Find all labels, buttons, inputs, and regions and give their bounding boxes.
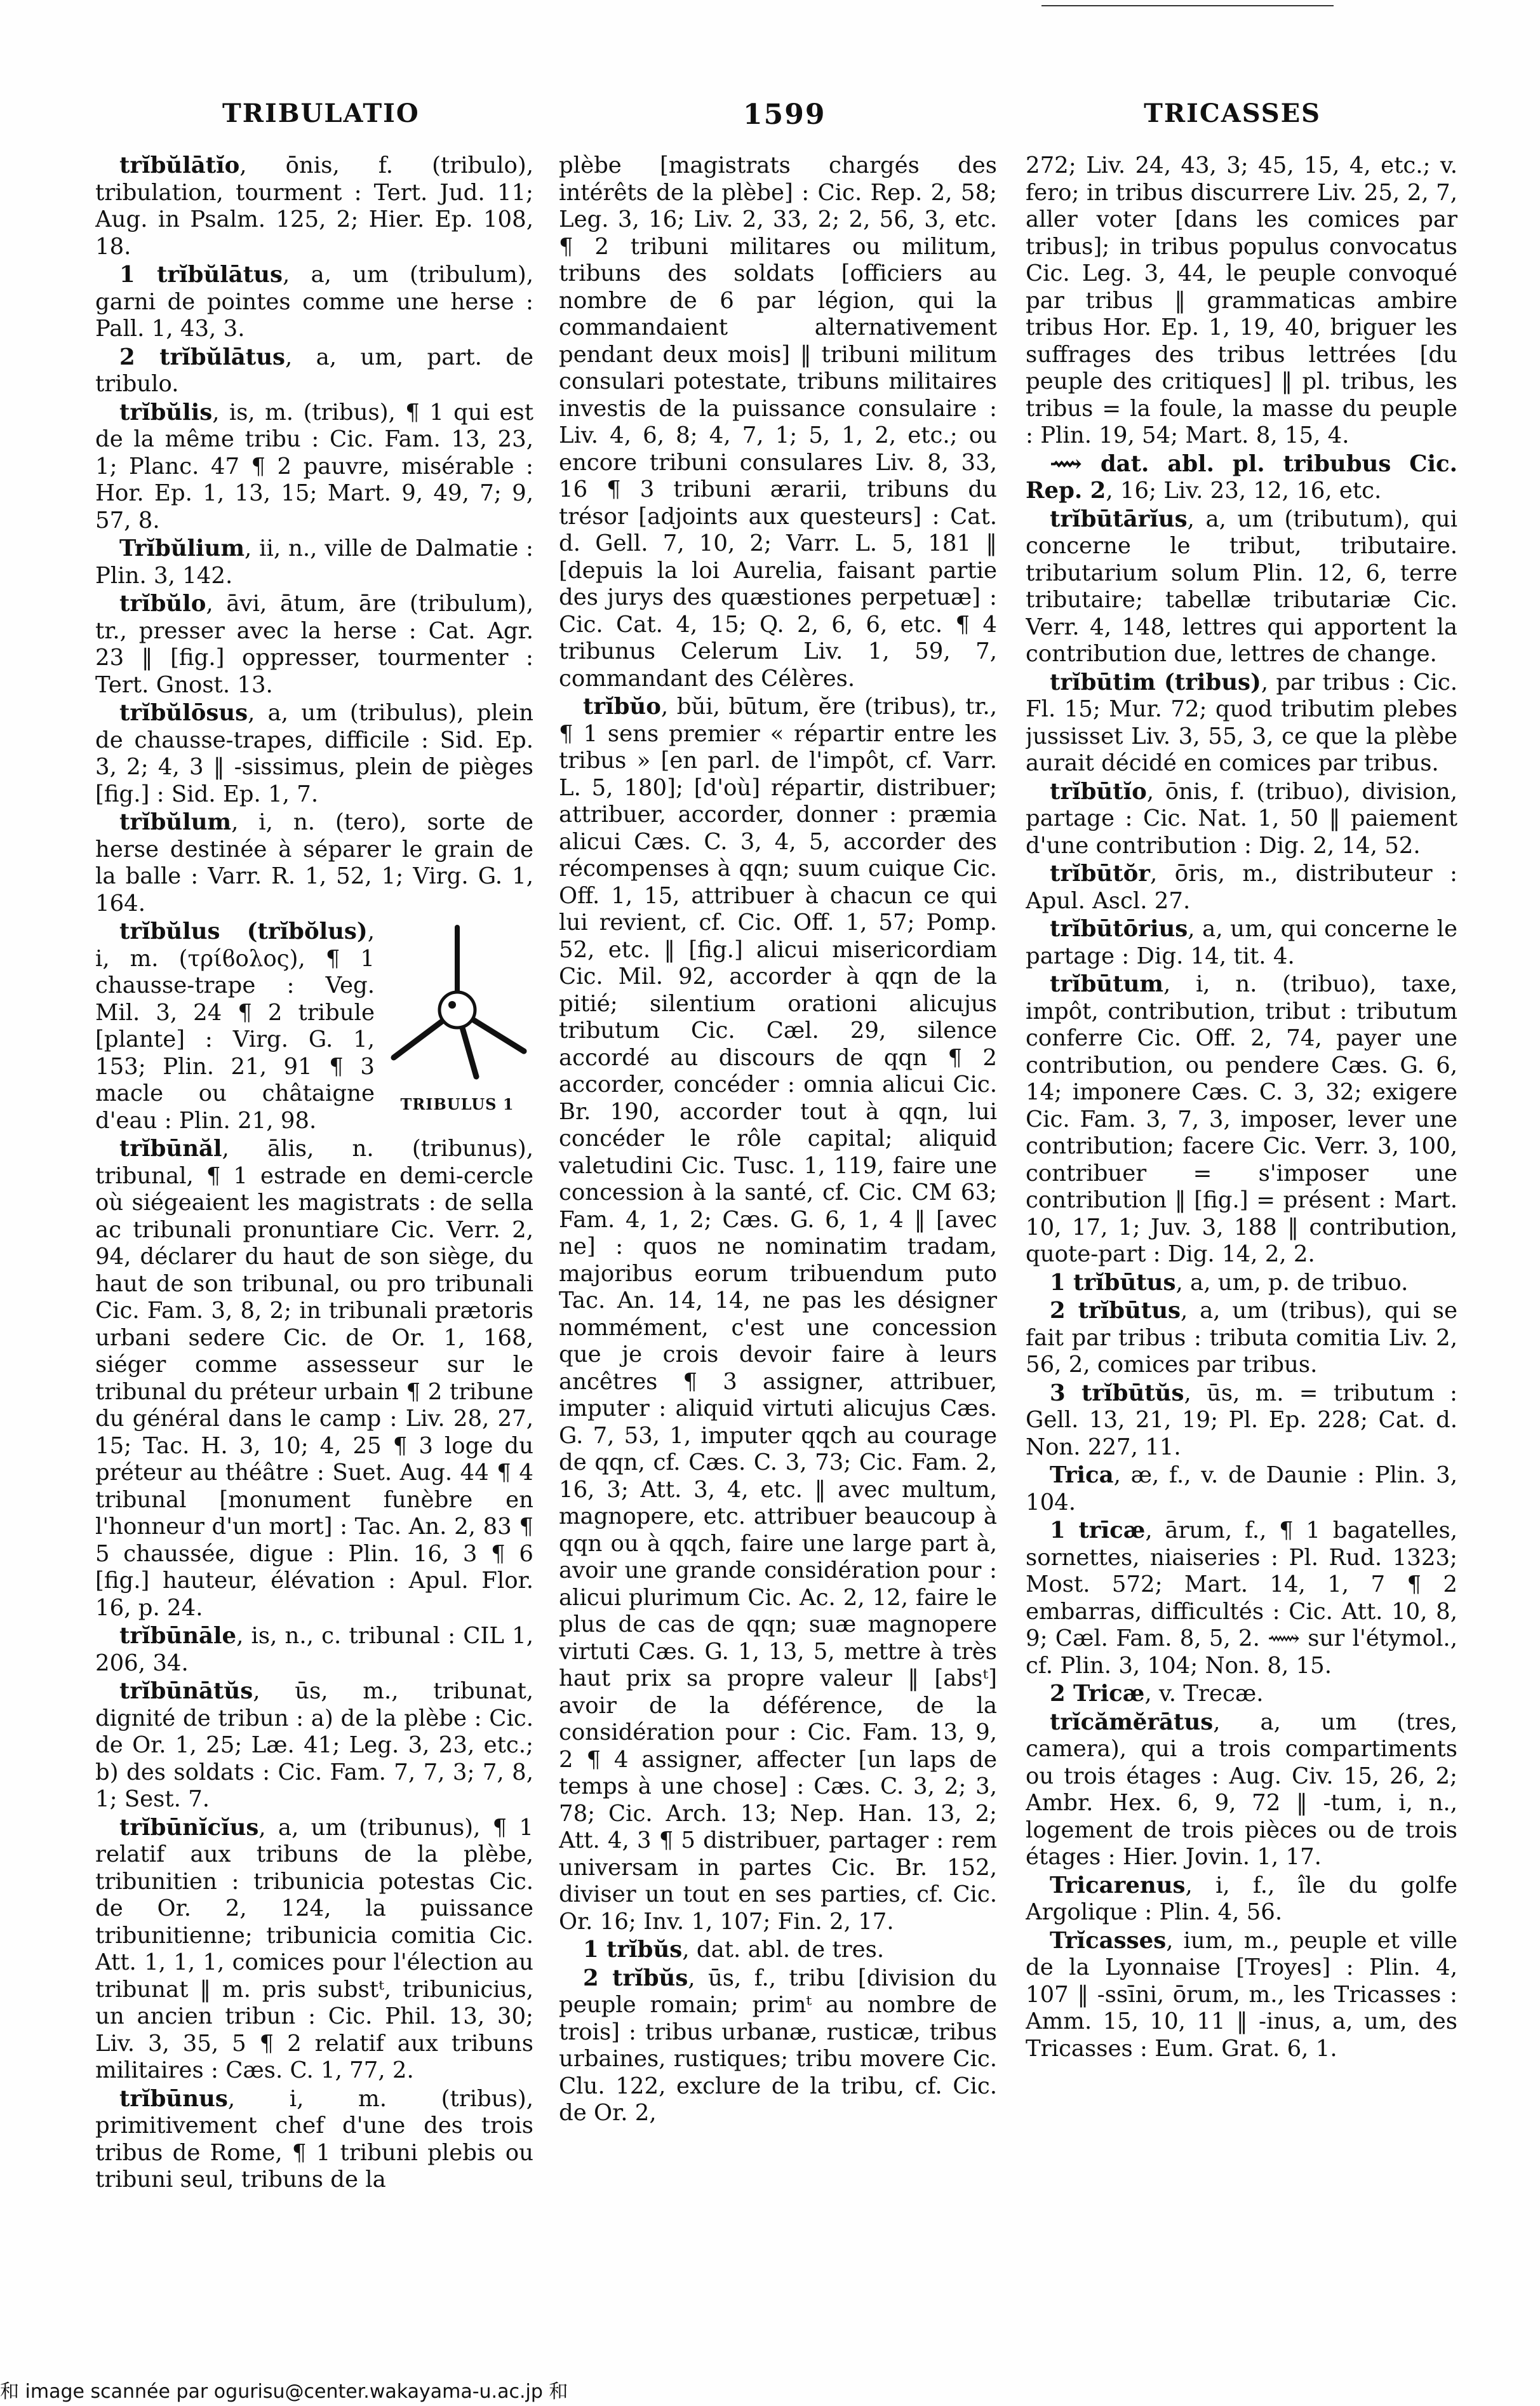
entry: trĭbūtŏr, ōris, m., distributeur : Apul. Ascl. 27. <box>1026 861 1457 914</box>
entry: trĭbūnāle, is, n., c. tribunal : CIL 1, 206, 34. <box>95 1623 533 1676</box>
headword: 2 trĭbūtus <box>1050 1298 1181 1324</box>
entry: plèbe [magistrats chargés des intérêts de la plèbe] : Cic. Rep. 2, 58; Leg. 3, 16; Liv. 2, 33, 2; 2, 56, 3, etc. ¶ 2 tribuni militares ou militum, tribuns des soldats [officiers au nombre de 6 par légion, qui la commandaient alternativement pendant deux mois] ‖ tribuni militum consulari potestate, tribuns militaires investis de la puissance consulaire : Liv. 4, 6, 8; 4, 7, 1; 5, 1, 2, etc.; ou encore tribuni consulares Liv. 8, 33, 16 ¶ 3 tribuni ærarii, tribuns du trésor [adjoints aux questeurs] : Cat. d. Gell. 7, 10, 2; Varr. L. 5, 181 ‖ [depuis la loi Aurelia, faisant partie des jurys des quæstiones perpetuæ] : Cic. Cat. 4, 15; Q. 2, 6, 6, etc. ¶ 4 tribunus Celerum Liv. 1, 59, 7, commandant des Célères. <box>559 152 997 692</box>
entry: Trĭcasses, ium, m., peuple et ville de la Lyonnaise [Troyes] : Plin. 4, 107 ‖ -ssīni, ōrum, m., les Tricasses : Amm. 15, 10, 11 ‖ -inus, a, um, des Tricasses : Eum. Grat. 6, 1. <box>1026 1927 1457 2062</box>
entry: 1 trīcæ, ārum, f., ¶ 1 bagatelles, sornettes, niaiseries : Pl. Rud. 1323; Most. 572; Mart. 14, 1, 7 ¶ 2 embarras, difficultés : Cic. Att. 10, 8, 9; Cæl. Fam. 8, 5, 2. ⟿ sur l'étymol., cf. Plin. 3, 104; Non. 8, 15. <box>1026 1517 1457 1679</box>
headword: 1 trĭbŭlātus <box>119 262 283 288</box>
headword: Trĭcasses <box>1050 1927 1167 1954</box>
column-middle <box>559 152 997 2337</box>
headword: trĭbūnāle <box>119 1623 237 1649</box>
headword: trĭbŭlātĭo <box>119 152 240 178</box>
headword: trĭbūtum <box>1050 971 1163 997</box>
entry: 272; Liv. 24, 43, 3; 45, 15, 4, etc.; v. fero; in tribus discurrere Liv. 25, 2, 7, aller voter [dans les comices par tribus]; in tribus populus convocatus Cic. Leg. 3, 44, le peuple convoqué par tribus ‖ grammaticas ambire tribus Hor. Ep. 1, 19, 40, briguer les suffrages des tribus lettrées [du peuple des critiques] ‖ pl. tribus, les tribus = la foule, la masse du peuple : Plin. 19, 54; Mart. 8, 15, 4. <box>1026 152 1457 448</box>
headword: 2 trĭbŭlātus <box>119 344 286 370</box>
headword: trĭbūtĭo <box>1050 778 1147 805</box>
entry: trĭbŭlum, i, n. (tero), sorte de herse destinée à séparer le grain de la balle : Varr. R. 1, 52, 1; Virg. G. 1, 164. <box>95 809 533 917</box>
entry: trĭbŭlis, is, m. (tribus), ¶ 1 qui est de la même tribu : Cic. Fam. 13, 23, 1; Planc. 47 ¶ 2 pauvre, misérable : Hor. Ep. 1, 13, 15; Mart. 9, 49, 7; 9, 57, 8. <box>95 399 533 534</box>
headword: trĭbŭlum <box>119 809 232 835</box>
entry: 1 trĭbŭs, dat. abl. de tres. <box>583 1937 885 1963</box>
headword: trĭbūtim (tribus) <box>1050 669 1261 696</box>
entry: trĭbūnĭcĭus, a, um (tribunus), ¶ 1 relatif aux tribuns de la plèbe, tribunitien : tribunicia potestas Cic. de Or. 2, 124, la puissance tribunitienne; tribunicia comitia Cic. Att. 1, 1, 1, comices pour l'élection au tribunat ‖ m. pris substᵗ, tribunicius, un ancien tribun : Cic. Phil. 13, 30; Liv. 3, 35, 5 ¶ 2 relatif aux tribuns militaires : Cæs. C. 1, 77, 2. <box>95 1814 533 2083</box>
entry: trĭbŭo, bŭi, būtum, ĕre (tribus), tr., ¶ 1 sens premier « répartir entre les tribus » [en parl. de l'impôt, cf. Varr. L. 5, 180]; [d'où] répartir, distribuer; attribuer, accorder, donner : præmia alicui Cæs. C. 3, 4, 5, accorder des récompenses à qqn; suum cuique Cic. Off. 1, 15, attribuer à chacun ce qui lui revient, cf. Cic. Off. 1, 57; Pomp. 52, etc. ‖ [fig.] alicui misericordiam Cic. Mil. 92, accorder à qqn de la pitié; silentium orationi alicujus tributum Cic. Cæl. 29, silence accordé au discours de qqn ¶ 2 accorder, concéder : omnia alicui Cic. Br. 190, accorder tout à qqn, lui concéder le rôle capital; aliquid valetudini Cic. Tusc. 1, 119, faire une concession à la santé, cf. Cic. CM 63; Fam. 4, 1, 2; Cæs. G. 6, 1, 4 ‖ [avec ne] : quos ne nominatim tradam, majoribus eorum tribuendum puto Tac. An. 14, 14, ne pas les désigner nommément, c'est une concession que je crois devoir faire à leurs ancêtres ¶ 3 assigner, attribuer, imputer : aliquid virtuti alicujus Cæs. G. 7, 53, 1, imputer qqch au courage de qqn, cf. Cæs. C. 3, 73; Cic. Fam. 2, 16, 3; Att. 3, 4, etc. ‖ avec multum, magnopere, etc. attribuer beaucoup à qqn ou à qqch, faire une large part à, avoir une grande considération pour : alicui plurimum Cic. Ac. 2, 12, faire le plus de cas de qqn; suæ magnopere virtuti Cæs. G. 1, 13, 5, mettre à très haut prix sa propre valeur ‖ [absᵗ] avoir de la déférence, de la considération pour : Cic. Fam. 13, 9, 2 ¶ 4 assigner, affecter [un laps de temps à une chose] : Cæs. C. 3, 2; 3, 78; Cic. Arch. 13; Nep. Han. 13, 2; Att. 4, 3 ¶ 5 distribuer, partager : rem universam in partes Cic. Br. 152, diviser un tout en ses parties, cf. Cic. Or. 16; Inv. 1, 107; Fin. 2, 17. <box>559 694 997 1935</box>
headword: trĭbŭlōsus <box>119 700 248 726</box>
entry: trĭbūtōrius, a, um, qui concerne le partage : Dig. 14, tit. 4. <box>1026 916 1457 969</box>
headword: 1 trĭbŭs <box>583 1937 683 1963</box>
entry: 2 trĭbŭlātus, a, um, part. de tribulo. <box>95 344 533 397</box>
entry: 2 trĭbūtus, a, um (tribus), qui se fait par tribus : tributa comitia Liv. 2, 56, 2, comices par tribus. <box>1026 1298 1457 1378</box>
headword: 1 trīcæ <box>1050 1517 1146 1543</box>
entry: 1 trĭbūtus, a, um, p. de tribuo. <box>1050 1269 1409 1296</box>
entry: trĭbūtim (tribus), par tribus : Cic. Fl. 15; Mur. 72; quod tributim plebes jussisset Liv. 3, 55, 3, ce que la plèbe aurait décidé en comices par tribus. <box>1026 669 1457 776</box>
entry: 3 trĭbūtŭs, ūs, m. = tributum : Gell. 13, 21, 19; Pl. Ep. 228; Cat. d. Non. 227, 11. <box>1026 1380 1457 1460</box>
running-head-right: TRICASSES <box>1144 98 1321 128</box>
entry: trĭbūtārĭus, a, um (tributum), qui concerne le tribut, tributaire. tributarium solum Plin. 12, 6, terre tributaire; tabellæ tributariæ Cic. Verr. 4, 148, lettres qui apportent la contribution due, lettres de change. <box>1026 506 1457 667</box>
entry: 2 Tricæ, v. Trecæ. <box>1050 1681 1264 1707</box>
entry: ⟿ dat. abl. pl. tribubus Cic. Rep. 2, 16; Liv. 23, 12, 16, etc. <box>1026 450 1457 504</box>
entry: Trica, æ, f., v. de Daunie : Plin. 3, 104. <box>1026 1462 1457 1516</box>
figure-caption: TRIBULUS 1 <box>400 1095 514 1113</box>
page-number: 1599 <box>743 98 826 131</box>
headword: trĭbūtārĭus <box>1050 506 1188 532</box>
headword: 3 trĭbūtŭs <box>1050 1380 1184 1406</box>
entry: trĭbūtum, i, n. (tribuo), taxe, impôt, contribution, tribut : tributum conferre Cic. Off. 2, 74, payer une contribution, ou pendere Cæs. G. 6, 14; imponere Cæs. C. 3, 32; exigere Cic. Fam. 3, 7, 3, imposer, lever une contribution; facere Cic. Verr. 3, 100, contribuer = s'imposer une contribution ‖ [fig.] = présent : Mart. 10, 17, 1; Juv. 3, 188 ‖ contribution, quote-part : Dig. 14, 2, 2. <box>1026 971 1457 1267</box>
entry: trĭbūnātŭs, ūs, m., tribunat, dignité de tribun : a) de la plèbe : Cic. de Or. 1, 25; Læ. 41; Leg. 3, 23, etc.; b) des soldats : Cic. Fam. 7, 7, 3; 7, 8, 1; Sest. 7. <box>95 1678 533 1812</box>
running-head-left: TRIBULATIO <box>222 98 420 128</box>
column-right <box>1026 152 1457 2337</box>
entry: trĭbūnus, i, m. (tribus), primitivement chef d'une des trois tribus de Rome, ¶ 1 tribuni plebis ou tribuni seul, tribuns de la <box>95 2085 533 2193</box>
headword: trĭbūnĭcĭus <box>119 1814 259 1841</box>
entry: trĭbŭlus (trĭbŏlus), i, m. (τρίϐολος), ¶ 1 chausse-trape : Veg. Mil. 3, 24 ¶ 2 tribule [plante] : Virg. G. 1, 153; Plin. 21, 91 ¶ 3 macle ou châtaigne d'eau : Plin. 21, 98. <box>95 918 375 1134</box>
entry: trĭbŭlo, āvi, ātum, āre (tribulum), tr., presser avec la herse : Cat. Agr. 23 ‖ [fig.] oppresser, tourmenter : Tert. Gnost. 13. <box>95 591 533 698</box>
entry: Trĭbŭlium, ii, n., ville de Dalmatie : Plin. 3, 142. <box>95 535 533 589</box>
headword: trĭbūnus <box>119 2085 228 2112</box>
tribulus-caltrop-icon <box>381 921 533 1092</box>
entry: trĭbūnăl, ālis, n. (tribunus), tribunal, ¶ 1 estrade en demi-cercle où siégeaient les magistrats : de sella ac tribunali pronuntiare Cic. Verr. 2, 94, déclarer du haut de son siège, du haut de son tribunal, ou pro tribunali Cic. Fam. 3, 8, 2; in tribunali prætoris urbani sedere Cic. de Or. 1, 168, siéger comme assesseur sur le tribunal du préteur urbain ¶ 2 tribune du général dans le camp : Liv. 28, 27, 15; Tac. H. 3, 10; 4, 25 ¶ 3 loge du préteur au théâtre : Suet. Aug. 44 ¶ 4 tribunal [monument funèbre en l'honneur d'un mort] : Tac. An. 2, 83 ¶ 5 chaussée, digue : Plin. 16, 3 ¶ 6 [fig.] hauteur, élévation : Apul. Flor. 16, p. 24. <box>95 1136 533 1621</box>
headword: 2 Tricæ <box>1050 1681 1145 1707</box>
headword: trĭbŭlus (trĭbŏlus) <box>119 918 368 944</box>
headword: Tricarenus <box>1050 1872 1186 1899</box>
headword: trĭcămĕrātus <box>1050 1709 1214 1735</box>
headword: trĭbūnātŭs <box>119 1678 253 1704</box>
headword: trĭbūtōrius <box>1050 916 1188 942</box>
headword: Trica <box>1050 1462 1114 1488</box>
entry: 1 trĭbŭlātus, a, um (tribulum), garni de pointes comme une herse : Pall. 1, 43, 3. <box>95 262 533 342</box>
entry: trĭbŭlātĭo, ōnis, f. (tribulo), tribulation, tourment : Tert. Jud. 11; Aug. in Psalm. 125, 2; Hier. Ep. 108, 18. <box>95 152 533 260</box>
headword: Trĭbŭlium <box>119 535 245 561</box>
headword: ⟿ dat. abl. pl. tribubus Cic. Rep. 2 <box>1026 450 1457 504</box>
column-left <box>95 152 533 2337</box>
scan-edge-line <box>1041 5 1334 6</box>
scan-credit-footer: 和 image scannée par ogurisu@center.wakayama-u.ac.jp 和 <box>0 2381 568 2403</box>
entry: trĭcămĕrātus, a, um (tres, camera), qui a trois compartiments ou trois étages : Aug. Civ. 15, 26, 2; Ambr. Hex. 6, 9, 72 ‖ -tum, i, n., logement de trois pièces ou de trois étages : Hier. Jovin. 1, 17. <box>1026 1709 1457 1870</box>
headword: 1 trĭbūtus <box>1050 1269 1176 1296</box>
entry: trĭbŭlōsus, a, um (tribulus), plein de chausse-trapes, difficile : Sid. Ep. 3, 2; 4, 3 ‖ -sissimus, plein de pièges [fig.] : Sid. Ep. 1, 7. <box>95 700 533 807</box>
headword: trĭbŭlis <box>119 399 213 426</box>
headword: trĭbŭlo <box>119 591 206 617</box>
entry: Tricarenus, i, f., île du golfe Argolique : Plin. 4, 56. <box>1026 1872 1457 1925</box>
entry: 2 trĭbŭs, ūs, f., tribu [division du peuple romain; primᵗ au nombre de trois] : tribus urbanæ, rusticæ, tribus urbaines, rustiques; tribu movere Cic. Clu. 122, exclure de la tribu, cf. Cic. de Or. 2, <box>559 1965 997 2126</box>
headword: 2 trĭbŭs <box>583 1965 688 1991</box>
headword: trĭbŭo <box>583 694 661 720</box>
entry: trĭbūtĭo, ōnis, f. (tribuo), division, partage : Cic. Nat. 1, 50 ‖ paiement d'une contribution : Dig. 2, 14, 52. <box>1026 778 1457 859</box>
tribulus-figure <box>381 921 533 1112</box>
headword: trĭbūtŏr <box>1050 861 1150 887</box>
headword: trĭbūnăl <box>119 1136 222 1162</box>
